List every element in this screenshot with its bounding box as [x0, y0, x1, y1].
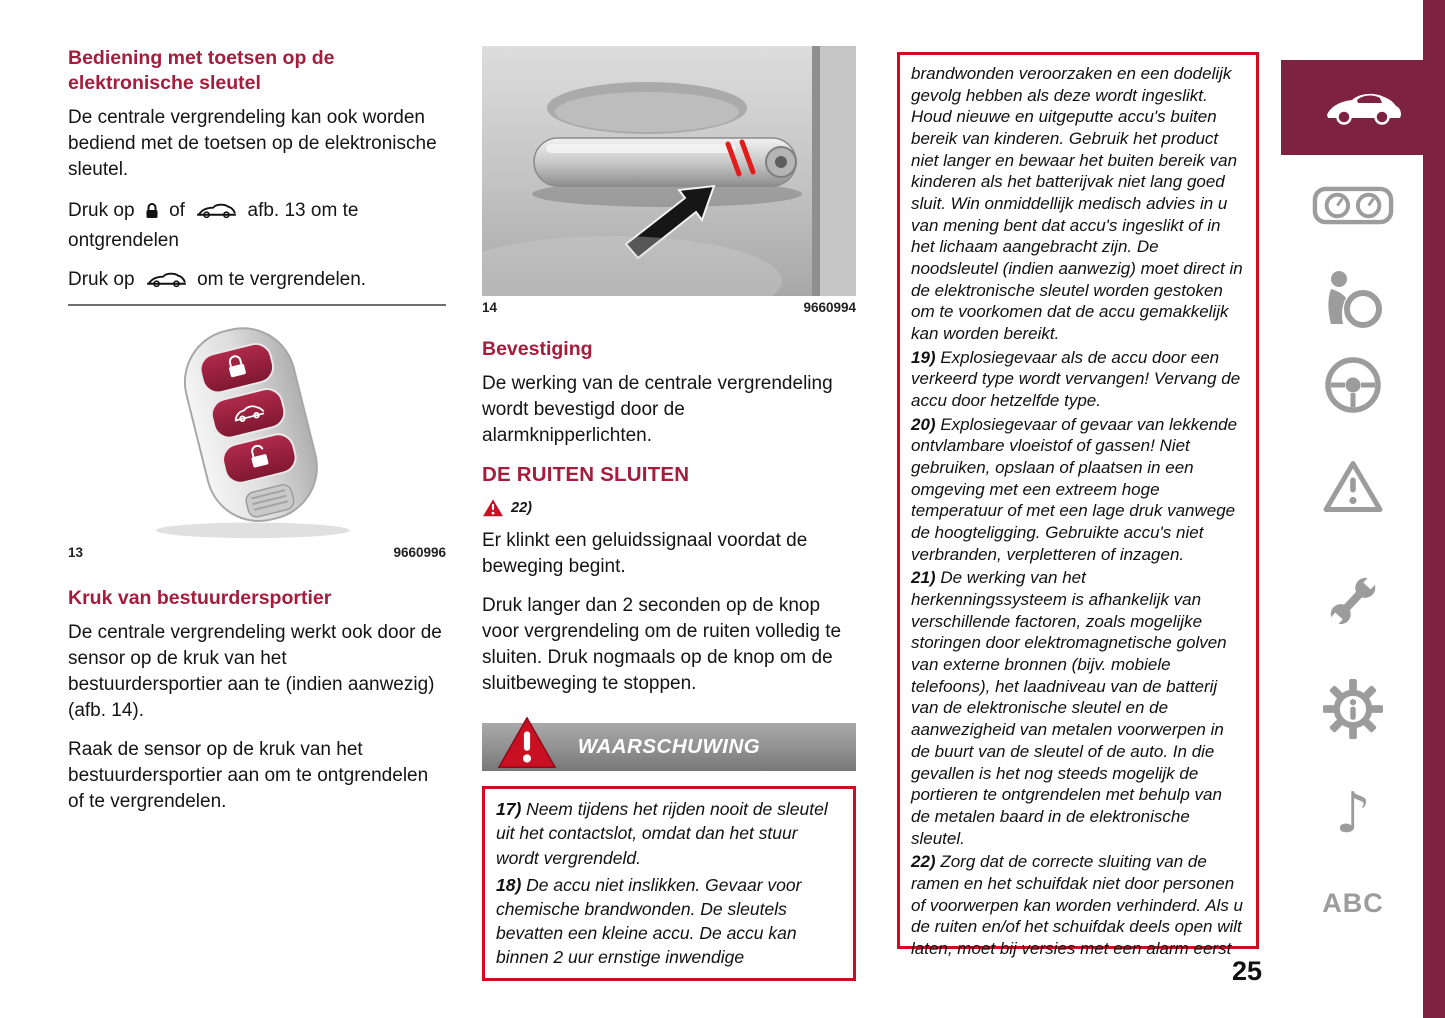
section-heading: Bevestiging	[482, 338, 593, 360]
instruction-text: om te vergrendelen.	[197, 268, 367, 290]
instruction-text: afb. 13 om te ontgrendelen	[68, 199, 359, 251]
warning-number: 17)	[496, 799, 522, 820]
paragraph: De centrale vergrendeling werkt ook door de sensor op de kruk van het bestuurdersportier aan te (indien aanwezig) (afb. 14).	[68, 621, 442, 721]
warning-number: 18)	[496, 874, 522, 895]
warning-number: 20)	[911, 414, 936, 434]
figure-code: 9660994	[803, 300, 856, 315]
warning-box	[482, 786, 856, 981]
warning-number: 21)	[911, 568, 936, 588]
sidebar-item-multimedia[interactable]	[1283, 781, 1423, 846]
middle-column	[482, 46, 856, 981]
car-remote-icon	[195, 202, 237, 219]
warning-text: De accu niet inslikken. Gevaar voor chemische brandwonden. De sleutels bevatten een kleine accu. De accu kan binnen 2 uur ernstige inwendige	[496, 874, 802, 968]
paragraph: Raak de sensor op de kruk van het bestuurdersportier aan om te ontgrendelen of te vergrendelen.	[68, 739, 429, 813]
warning-text: Zorg dat de correcte sluiting van de ramen en het schuifdak niet door personen of voorwerpen kan worden verhinderd. Als u de ruiten en/of het schuifdak deels open wilt laten, moet bij versies met een alarm eerst	[911, 852, 1243, 958]
figure-divider	[68, 304, 446, 306]
car-remote-icon	[145, 271, 187, 288]
dashboard-icon	[1312, 183, 1394, 228]
unlock-instruction	[68, 196, 446, 256]
warning-text-continuation: brandwonden veroorzaken en een dodelijk gevolg hebben als deze wordt ingeslikt. Houd nieuwe en uitgeputte accu's buiten bereik van kinderen. Gebruik het product niet langer en bewaar het buiten bereik van kinderen als het batterijvak niet lang goed sluit. Win onmiddellijk medisch advies in u van mening bent dat accu's ingeslikt of in het lichaam aangebracht zijn. De noodsleutel (indien aanwezig) moet direct in de elektronische sleutel worden gestoken om te voorkomen dat de accu gemakkelijk kan worden bereikt.	[911, 64, 1243, 344]
door-handle-figure	[482, 46, 856, 296]
warning-triangle-icon	[482, 498, 504, 518]
sidebar-item-index[interactable]	[1283, 888, 1423, 919]
warning-text: De werking van het herkenningssysteem is afhankelijk van verschillende factoren, zoals mogelijke storingen door elektromagnetische golven van externe bronnen (bijv. mobiele telefoons), het laadniveau van de batterij van de elektronische sleutel en de aanwezigheid van metalen voorwerpen in de buurt van de sleutel of de auto. In die gevallen is het nog steeds mogelijk de portieren te ontgrendelen met behulp van de metalen baard in de elektronische sleutel.	[911, 568, 1227, 848]
airbag-icon	[1322, 268, 1384, 334]
left-column	[68, 46, 446, 828]
warning-reference	[482, 498, 856, 518]
page-number: 25	[1231, 956, 1262, 986]
paragraph: Er klinkt een geluidssignaal voordat de beweging begint.	[482, 530, 808, 578]
section-heading: DE RUITEN SLUITEN	[482, 463, 690, 486]
warning-number: 22)	[911, 852, 936, 872]
car-icon	[1323, 88, 1403, 128]
abc-label: ABC	[1322, 888, 1384, 918]
warning-banner	[482, 723, 856, 771]
figure-code: 9660996	[393, 545, 446, 560]
gear-info-icon	[1322, 678, 1384, 740]
warning-number: 19)	[911, 347, 936, 367]
section-heading: Kruk van bestuurdersportier	[68, 587, 332, 609]
figure-number: 13	[68, 545, 84, 560]
music-note-icon: ♪	[1335, 781, 1371, 846]
steering-wheel-icon	[1324, 356, 1382, 414]
warning-item	[911, 414, 1245, 566]
warning-banner-title: WAARSCHUWING	[577, 735, 761, 759]
paragraph: Druk langer dan 2 seconden op de knop voor vergrendeling om de ruiten volledig te sluiten. Druk nogmaals op de knop om de sluitbeweging te stoppen.	[482, 595, 842, 695]
key-fob-figure	[68, 316, 428, 541]
warning-item	[496, 797, 842, 869]
sidebar-item-steering[interactable]	[1283, 356, 1423, 414]
sidebar-item-airbag[interactable]	[1283, 268, 1423, 334]
sidebar-item-car[interactable]	[1281, 60, 1445, 155]
warning-box-continued	[897, 52, 1259, 958]
wrench-icon	[1324, 572, 1382, 630]
warning-item	[496, 873, 842, 970]
section-heading: Bediening met toetsen op de elektronische sleutel	[68, 47, 335, 94]
instruction-text: Druk op	[68, 268, 135, 290]
figure-number: 14	[482, 300, 498, 315]
paragraph: De werking van de centrale vergrendeling wordt bevestigd door de alarmknipperlichten.	[482, 372, 833, 446]
instruction-text: Druk op	[68, 199, 135, 221]
sidebar-item-maintenance[interactable]	[1283, 572, 1423, 630]
figure-caption	[68, 545, 446, 560]
warning-item	[911, 851, 1245, 959]
sidebar-item-warning[interactable]	[1283, 458, 1423, 515]
warning-item	[911, 347, 1245, 412]
warning-triangle-icon	[496, 714, 558, 772]
warning-triangle-icon	[1322, 458, 1384, 515]
warning-number: 22)	[511, 500, 532, 517]
instruction-text: of	[169, 199, 185, 221]
warning-item	[911, 567, 1245, 849]
sidebar-item-technical-info[interactable]	[1283, 678, 1423, 740]
figure-caption	[482, 300, 856, 315]
warning-text: Explosiegevaar als de accu door een verkeerd type wordt vervangen! Vervang de accu door hetzelfde type.	[911, 347, 1241, 411]
sidebar-item-dashboard[interactable]	[1283, 183, 1423, 228]
lock-instruction	[68, 265, 446, 295]
paragraph: De centrale vergrendeling kan ook worden bediend met de toetsen op de elektronische sleutel.	[68, 106, 437, 180]
warning-text: Neem tijdens het rijden nooit de sleutel uit het contactslot, omdat dan het stuur wordt vergrendeld.	[496, 799, 828, 868]
right-column	[897, 52, 1259, 958]
warning-text: Explosiegevaar of gevaar van lekkende ontvlambare vloeistof of gassen! Niet gebruiken, opslaan of plaatsen in een omgeving met een extreem hoge temperatuur of met een lage druk vanwege de hoogteligging. Gebruikte accu's niet verbranden, verpletteren of inzagen.	[911, 414, 1238, 564]
lock-closed-icon	[145, 202, 159, 219]
